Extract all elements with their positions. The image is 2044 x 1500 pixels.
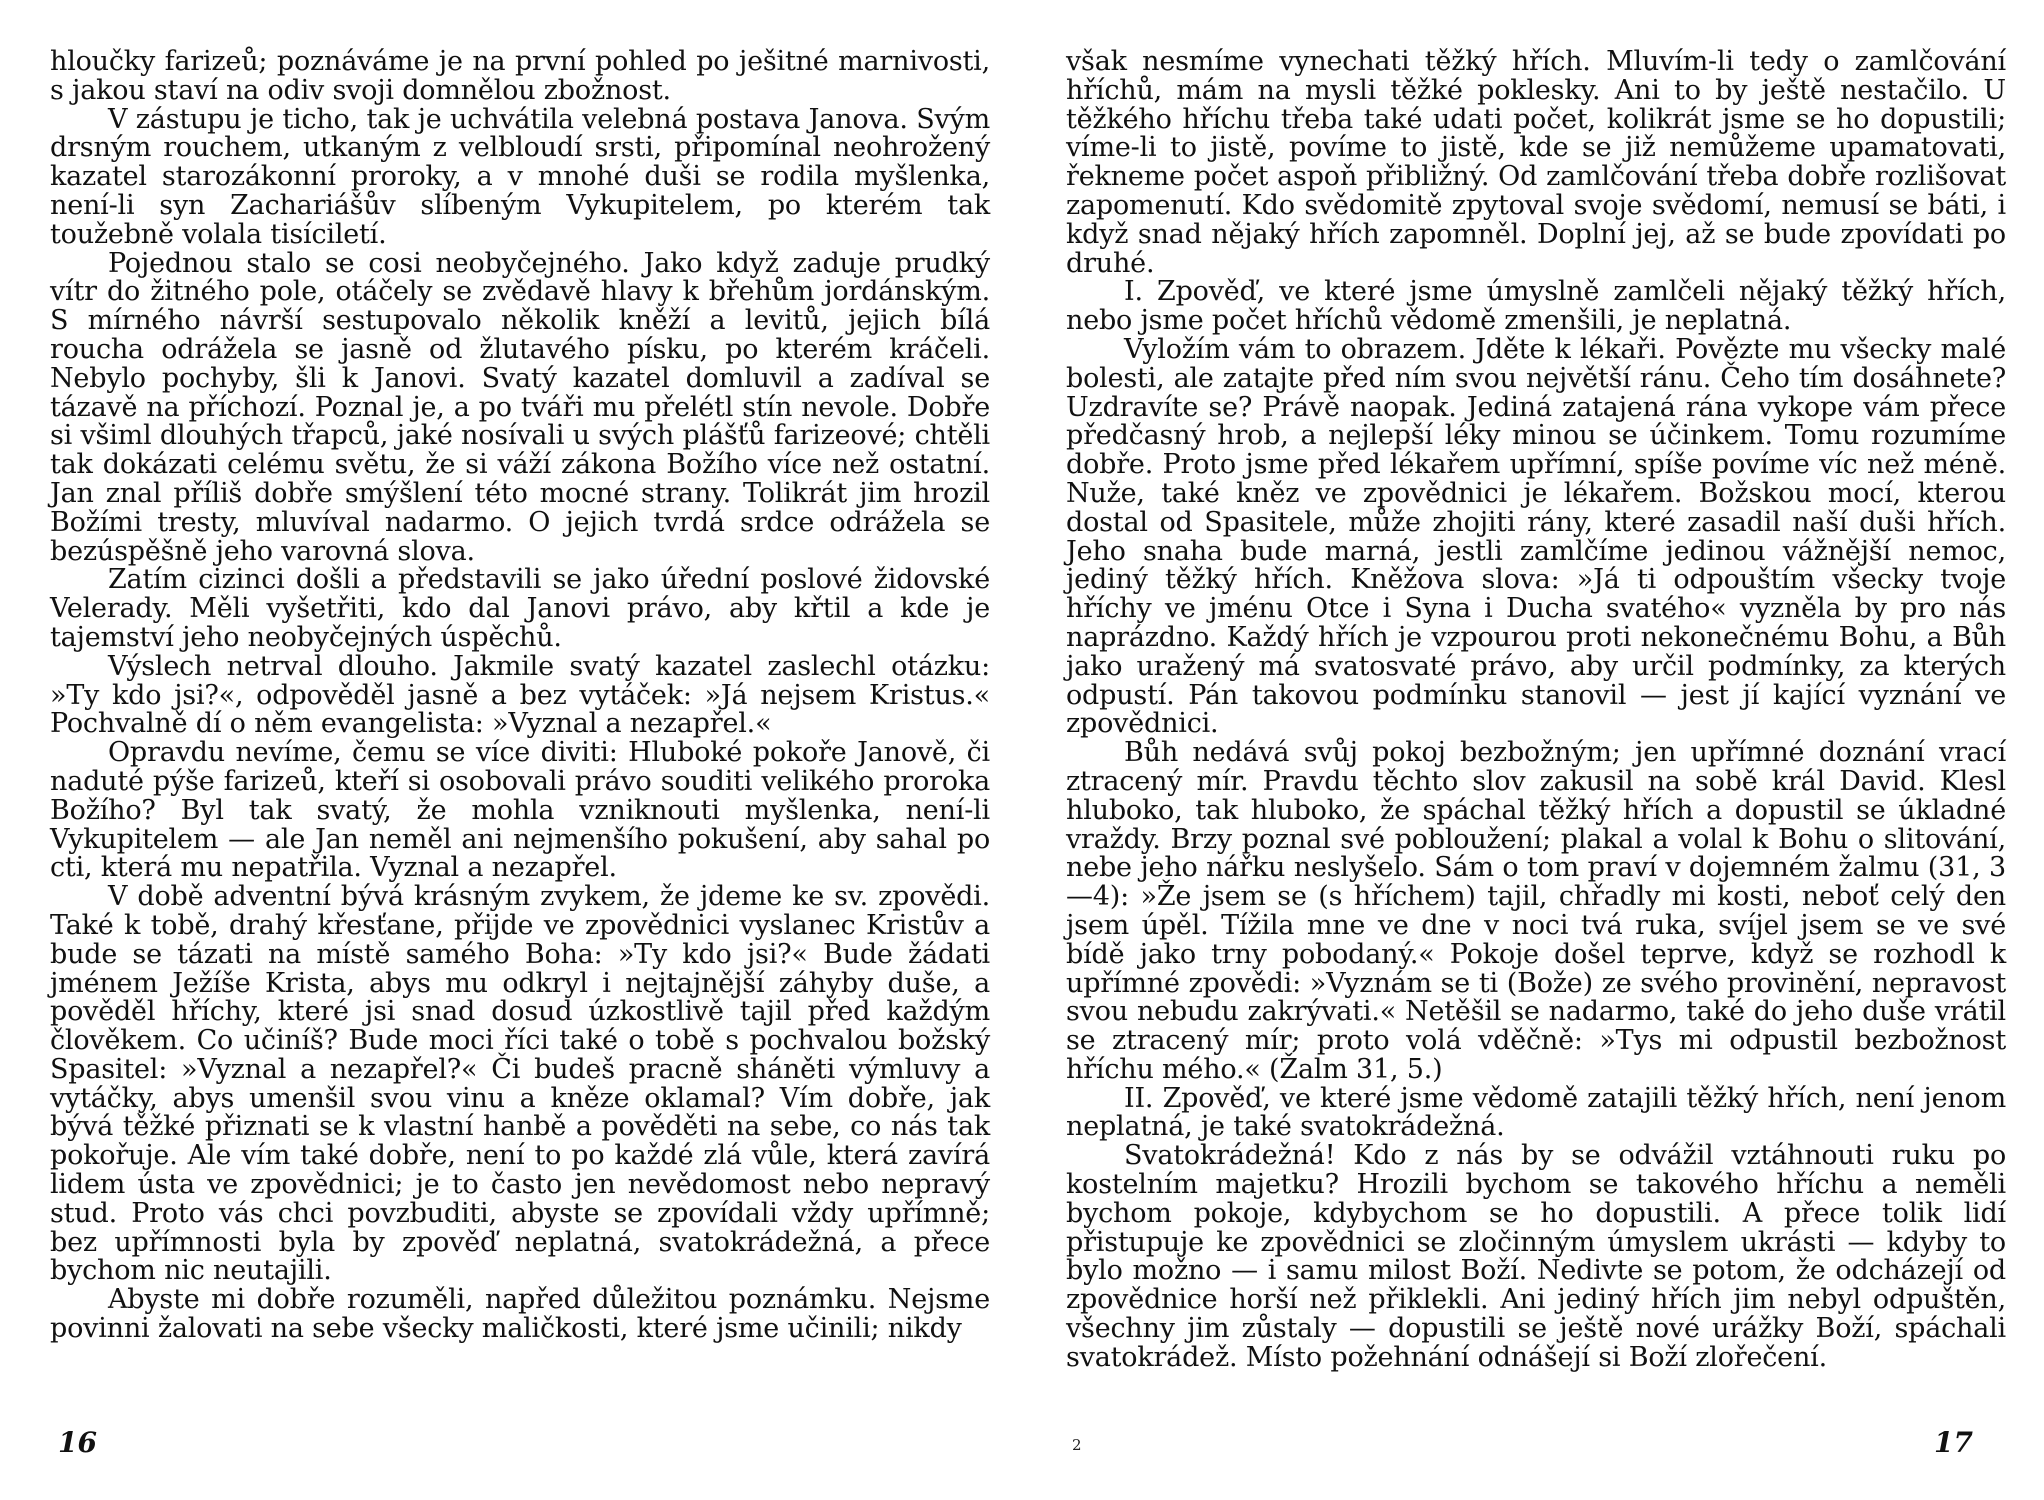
paragraph: Výslech netrval dlouho. Jakmile svatý kazatel zaslechl otázku: »Ty kdo jsi?«, odpověděl jasně a bez vytáček: »Já nejsem Kristus.« Pochvalně dí o něm evangelista: »Vyznal a nezapřel.«	[50, 650, 990, 740]
paragraph: I. Zpověď, ve které jsme úmyslně zamlčeli nějaký těžký hřích, nebo jsme počet hříchů vědomě zmenšili, je neplatná.	[1066, 276, 2006, 337]
paragraph: však nesmíme vynechati těžký hřích. Mluvím-li tedy o zamlčování hříchů, mám na mysli těžké poklesky. Ani to by ještě nestačilo. U těžkého hříchu třeba také udati počet, kolikrát jsme se ho dopustili; víme-li to jistě, povíme to jistě, kde se již nemůžeme upamatovati, řekneme počet aspoň přibližný. Od zamlčování třeba dobře rozlišovat zapomenutí. Kdo svědomitě zpytoval svoje svědomí, nemusí se báti, i když snad nějaký hřích zapomněl. Doplní jej, až se bude zpovídati po druhé.	[1066, 46, 2006, 279]
paragraph: Svatokrádežná! Kdo z nás by se odvážil vztáhnouti ruku po kostelním majetku? Hrozili bychom se takového hříchu a neměli bychom pokoje, kdybychom se ho dopustili. A přece tolik lidí přistupuje ke zpovědnici se zločinným úmyslem ukrásti — kdyby to bylo možno — i samu milost Boží. Nedivte se potom, že odcházejí od zpovědnice horší než přiklekli. Ani jediný hřích jim nebyl odpuštěn, všechny jim zůstaly — dopustili se ještě nové urážky Boží, spáchali svatokrádež. Místo požehnání odnášejí si Boží zlořečení.	[1066, 1140, 2006, 1373]
paragraph: hloučky farizeů; poznáváme je na první pohled po ješitné marnivosti, s jakou staví na odiv svoji domnělou zbožnost.	[50, 46, 990, 106]
paragraph: II. Zpověď, ve které jsme vědomě zatajili těžký hřích, není jenom neplatná, je také svatokrádežná.	[1066, 1082, 2006, 1143]
left-page	[50, 48, 990, 1428]
paragraph: Opravdu nevíme, čemu se více diviti: Hluboké pokoře Janově, či naduté pýše farizeů, kteří si osobovali právo souditi velikého proroka Božího? Byl tak svatý, že mohla vzniknouti myšlenka, není-li Vykupitelem — ale Jan neměl ani nejmenšího pokušení, aby sahal po cti, která mu nepatřila. Vyznal a nezapřel.	[50, 737, 990, 884]
paragraph: Zatím cizinci došli a představili se jako úřední poslové židovské Velerady. Měli vyšetřiti, kdo dal Janovi právo, aby křtil a kde je tajemství jeho neobyčejných úspěchů.	[50, 564, 990, 653]
paragraph: Vyložím vám to obrazem. Jděte k lékaři. Povězte mu všecky malé bolesti, ale zatajte před ním svou největší ránu. Čeho tím dosáhnete? Uzdravíte se? Právě naopak. Jediná zatajená rána vykope vám přece předčasný hrob, a nejlepší léky minou se účinkem. Tomu rozumíme dobře. Proto jsme před lékařem upřímní, spíše povíme víc než méně. Nuže, také kněz ve zpovědnici je lékařem. Božskou mocí, kterou dostal od Spasitele, může zhojiti rány, které zasadil naší duši hřích. Jeho snaha bude marná, jestli zamlčíme jedinou vážnější nemoc, jediný těžký hřích. Kněžova slova: »Já ti odpouštím všecky tvoje hříchy ve jménu Otce i Syna i Ducha svatého« vyzněla by pro nás naprázdno. Každý hřích je vzpourou proti nekonečnému Bohu, a Bůh jako uražený má svatosvaté právo, aby určil podmínky, za kterých odpustí. Pán takovou podmínku stanovil — jest jí kající vyznání ve zpovědnici.	[1066, 333, 2006, 740]
paragraph: V době adventní bývá krásným zvykem, že jdeme ke sv. zpovědi. Také k tobě, drahý křesťane, přijde ve zpovědnici vyslanec Kristův a bude se tázati na místě samého Boha: »Ty kdo jsi?« Bude žádati jménem Ježíše Krista, abys mu odkryl i nejtajnější záhyby duše, a pověděl hříchy, které jsi snad dosud úzkostlivě tajil před každým člověkem. Co učiníš? Bude moci říci také o tobě s pochvalou božský Spasitel: »Vyznal a nezapřel?« Či budeš pracně sháněti výmluvy a vytáčky, abys umenšil svou vinu a kněze oklamal? Vím dobře, jak bývá těžké přiznati se k vlastní hanbě a pověděti na sebe, co nás tak pokořuje. Ale vím také dobře, není to po každé zlá vůle, která zavírá lidem ústa ve zpovědnici; je to často jen nevědomost nebo nepravý stud. Proto vás chci povzbuditi, abyste se zpovídali vždy upřímně; bez upřímnosti byla by zpověď neplatná, svatokrádežná, a přece bychom nic neutajili.	[50, 881, 990, 1287]
paragraph: Pojednou stalo se cosi neobyčejného. Jako když zaduje prudký vítr do žitného pole, otáčely se zvědavě hlavy k břehům jordánským. S mírného návrší sestupovalo několik kněží a levitů, jejich bílá roucha odrážela se jasně od žlutavého písku, po kterém kráčeli. Nebylo pochyby, šli k Janovi. Svatý kazatel domluvil a zadíval se tázavě na příchozí. Poznal je, a po tváři mu přelétl stín nevole. Dobře si všiml dlouhých třapců, jaké nosívali u svých plášťů farizeové; chtěli tak dokázati celému světu, že si váží zákona Božího více než ostatní. Jan znal příliš dobře smýšlení této mocné strany. Tolikrát jim hrozil Božími tresty, mluvíval nadarmo. O jejich tvrdá srdce odrážela se bezúspěšně jeho varovná slova.	[50, 247, 990, 567]
right-page	[1066, 48, 2006, 1428]
paragraph: Abyste mi dobře rozuměli, napřed důležitou poznámku. Nejsme povinni žalovati na sebe všecky maličkosti, které jsme učinili; nikdy	[50, 1284, 990, 1345]
page-number-right: 17	[1934, 1426, 1973, 1459]
page-number-left: 16	[58, 1426, 97, 1459]
paragraph: Bůh nedává svůj pokoj bezbožným; jen upřímné doznání vrací ztracený mír. Pravdu těchto slov zakusil na sobě král David. Klesl hluboko, tak hluboko, že spáchal těžký hřích a dopustil se úkladné vraždy. Brzy poznal své pobloužení; plakal a volal k Bohu o slitování, nebe jeho nářku neslyšelo. Sám o tom praví v dojemném žalmu (31, 3—4): »Že jsem se (s hříchem) tajil, chřadly mi kosti, neboť celý den jsem úpěl. Tížila mne ve dne v noci tvá ruka, svíjel jsem se ve své bídě jako trny pobodaný.« Pokoje došel teprve, když se rozhodl k upřímné zpovědi: »Vyznám se ti (Bože) ze svého provinění, nepravost svou nebudu zakrývati.« Netěšil se nadarmo, také do jeho duše vrátil se ztracený mír; proto volá vděčně: »Tys mi odpustil bezbožnost hříchu mého.« (Žalm 31, 5.)	[1066, 737, 2006, 1085]
paragraph: V zástupu je ticho, tak je uchvátila velebná postava Janova. Svým drsným rouchem, utkaným z velbloudí srsti, připomínal neohrožený kazatel starozákonní proroky, a v mnohé duši se rodila myšlenka, není-li syn Zachariášův slíbeným Vykupitelem, po kterém tak toužebně volala tisíciletí.	[50, 103, 990, 250]
printer-signature-mark: 2	[1072, 1436, 1082, 1454]
